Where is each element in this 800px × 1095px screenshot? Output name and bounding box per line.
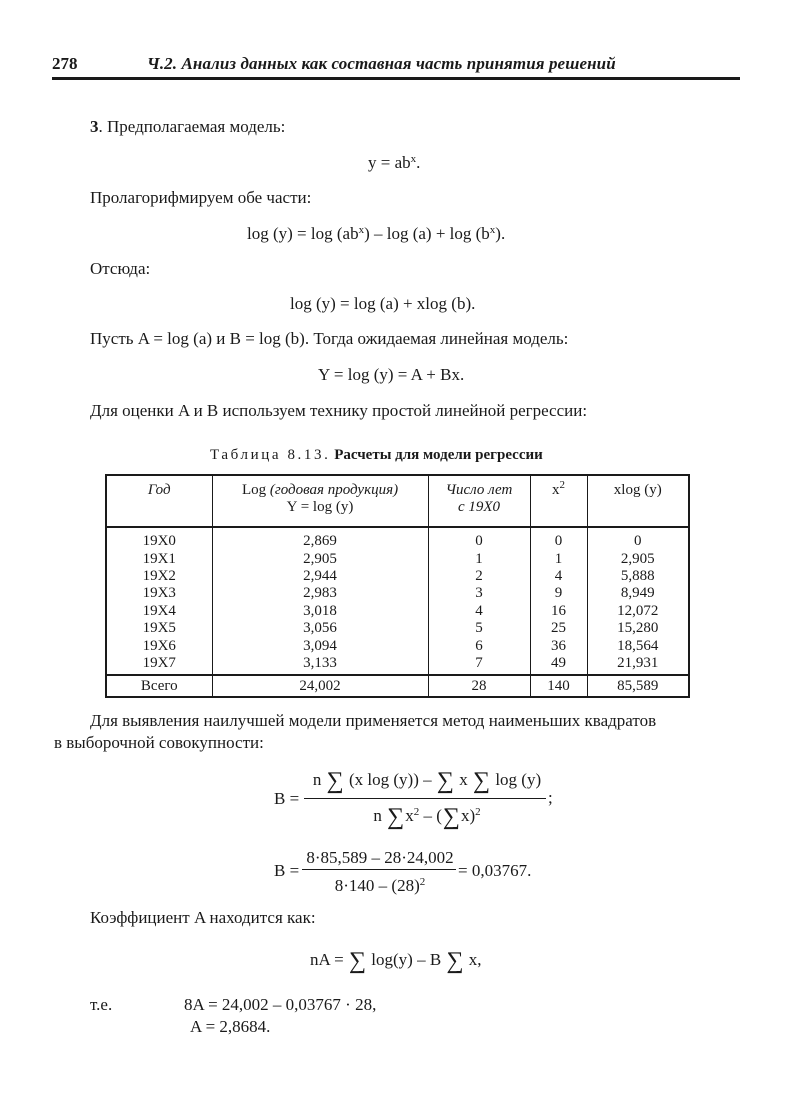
table-row [106, 550, 689, 567]
total-x2: 140 [530, 675, 587, 697]
cell-x: 3 [428, 585, 530, 602]
col-header-count-a: Число лет [445, 482, 513, 498]
formula-na [310, 948, 482, 974]
header-rule [52, 77, 740, 80]
cell-x: 7 [428, 655, 530, 675]
paragraph-regression: Для оценки A и B используем технику простой линейной регрессии: [90, 401, 588, 420]
page-number: 278 [52, 54, 78, 73]
formula-log-b: ) – log (a) + log (b [364, 224, 490, 243]
cell-x: 6 [428, 637, 530, 654]
table-row [106, 568, 689, 585]
b-den-x: x [405, 806, 414, 825]
col-header-log-a: Log [241, 482, 267, 498]
table-row [106, 603, 689, 620]
cell-xlog: 15,280 [587, 620, 689, 637]
b-num-n: n [312, 770, 322, 789]
paragraph-coefficient: Коэффициент A находится как: [90, 908, 316, 927]
table-row [106, 637, 689, 654]
formula-c-label: B = [274, 861, 300, 880]
b-den-sup: 2 [413, 806, 420, 818]
table-caption-title: Расчеты для модели регрессии [334, 447, 543, 463]
sum-symbol: ∑ [326, 768, 344, 794]
b-num-part1: (x log (y)) – [348, 770, 432, 789]
cell-x2: 25 [530, 620, 587, 637]
fraction-bar-c [302, 869, 456, 870]
cell-year: 19X6 [106, 637, 212, 654]
table-row [106, 655, 689, 675]
table-row [106, 585, 689, 602]
cell-year: 19X1 [106, 550, 212, 567]
cell-y: 3,018 [212, 603, 428, 620]
total-y: 24,002 [212, 675, 428, 697]
paragraph-log: Пролагорифмируем обе части: [90, 188, 312, 207]
b-den-minus: – ( [423, 806, 442, 825]
formula-b-denominator [306, 804, 548, 830]
cell-x2: 16 [530, 603, 587, 620]
formula-model-exp: x [410, 153, 417, 165]
formula-log-sup2: x [489, 224, 496, 236]
cell-x2: 36 [530, 637, 587, 654]
cell-year: 19X3 [106, 585, 212, 602]
b-num-x: x [459, 770, 468, 789]
cell-x: 1 [428, 550, 530, 567]
total-label: Всего [106, 675, 212, 697]
b-den-n: n [373, 806, 382, 825]
col-header-x2-base: x [552, 482, 560, 498]
cell-xlog: 5,888 [587, 568, 689, 585]
paragraph-let: Пусть A = log (a) и B = log (b). Тогда ожидаемая линейная модель: [90, 329, 569, 348]
total-x: 28 [428, 675, 530, 697]
formula-8a: 8A = 24,002 – 0,03767 · 28, [184, 995, 377, 1014]
cell-y: 3,056 [212, 620, 428, 637]
formula-c-result: = 0,03767. [458, 861, 532, 880]
formula-model-base: y = ab [368, 153, 411, 172]
total-xlog: 85,589 [587, 675, 689, 697]
paragraph-hence: Отсюда: [90, 259, 151, 278]
cell-xlog: 8,949 [587, 585, 689, 602]
cell-year: 19X2 [106, 568, 212, 585]
cell-x2: 4 [530, 568, 587, 585]
cell-xlog: 0 [587, 527, 689, 550]
cell-xlog: 21,931 [587, 655, 689, 675]
b-den-sup2: 2 [475, 806, 481, 818]
paragraph-least-squares-line2: в выборочной совокупности: [54, 733, 264, 752]
item-number: 3 [90, 117, 99, 136]
cell-xlog: 18,564 [587, 637, 689, 654]
cell-year: 19X4 [106, 603, 212, 620]
formula-hence: log (y) = log (a) + xlog (b). [290, 294, 476, 313]
formula-b-end: ; [548, 788, 553, 807]
col-header-xlog: xlog (y) [587, 475, 689, 527]
cell-x2: 9 [530, 585, 587, 602]
cell-y: 2,983 [212, 585, 428, 602]
sum-symbol: ∑ [442, 804, 460, 830]
cell-y: 3,133 [212, 655, 428, 675]
col-header-count-b: с 19X0 [457, 499, 501, 515]
cell-year: 19X7 [106, 655, 212, 675]
formula-model-end: . [416, 153, 421, 172]
c-den-text: 8·140 – (28) [334, 876, 420, 895]
cell-xlog: 2,905 [587, 550, 689, 567]
cell-year: 19X5 [106, 620, 212, 637]
cell-x: 0 [428, 527, 530, 550]
table-total-row [106, 675, 689, 697]
table-header-row [106, 475, 689, 527]
table-row [106, 527, 689, 550]
paragraph-least-squares-line1: Для выявления наилучшей модели применяется метод наименьших квадратов [90, 711, 657, 730]
formula-log-c: ). [495, 224, 506, 243]
col-header-log-b: (годовая продукция) [269, 482, 399, 498]
table-caption-label: Таблица 8.13. [210, 447, 331, 463]
paragraph-model [90, 117, 285, 137]
formula-b-numerator [306, 768, 548, 794]
regression-table [105, 474, 690, 698]
cell-x2: 0 [530, 527, 587, 550]
formula-log [247, 224, 505, 244]
sum-symbol: ∑ [472, 768, 491, 794]
ie-label: т.е. [90, 995, 113, 1014]
sum-symbol: ∑ [446, 948, 464, 974]
sum-symbol: ∑ [387, 804, 405, 830]
cell-y: 3,094 [212, 637, 428, 654]
na-part-c: x, [468, 950, 482, 969]
col-header-x2 [530, 475, 587, 527]
cell-x: 5 [428, 620, 530, 637]
cell-y: 2,905 [212, 550, 428, 567]
formula-b-label: B = [274, 789, 300, 808]
formula-c-numerator: 8·85,589 – 28·24,002 [306, 848, 454, 867]
col-header-year: Год [106, 475, 212, 527]
table-row [106, 620, 689, 637]
cell-x: 2 [428, 568, 530, 585]
paragraph-model-text: . Предполагаемая модель: [98, 117, 286, 136]
formula-linear: Y = log (y) = A + Bx. [318, 365, 465, 384]
col-header-log [212, 475, 428, 527]
running-header [52, 54, 742, 78]
col-header-x2-sup: 2 [559, 479, 565, 491]
sum-symbol: ∑ [348, 948, 367, 974]
formula-log-a: log (y) = log (ab [247, 224, 359, 243]
cell-x2: 1 [530, 550, 587, 567]
col-header-years-count [428, 475, 530, 527]
fraction-bar-b [304, 798, 546, 799]
formula-c-denominator [304, 876, 456, 896]
b-den-x2: x) [460, 806, 476, 825]
formula-model [368, 153, 420, 173]
cell-y: 2,869 [212, 527, 428, 550]
cell-x2: 49 [530, 655, 587, 675]
table-caption [210, 447, 543, 464]
formula-log-sup1: x [358, 224, 365, 236]
na-part-b: log(y) – B [371, 950, 442, 969]
b-num-part2: log (y) [495, 770, 542, 789]
c-den-sup: 2 [419, 876, 426, 888]
cell-x: 4 [428, 603, 530, 620]
col-header-log-c: Y = log (y) [286, 499, 354, 515]
cell-year: 19X0 [106, 527, 212, 550]
na-part-a: nA = [310, 950, 344, 969]
cell-y: 2,944 [212, 568, 428, 585]
formula-a-result: A = 2,8684. [190, 1017, 271, 1036]
cell-xlog: 12,072 [587, 603, 689, 620]
running-title: Ч.2. Анализ данных как составная часть принятия решений [147, 54, 616, 73]
sum-symbol: ∑ [436, 768, 454, 794]
